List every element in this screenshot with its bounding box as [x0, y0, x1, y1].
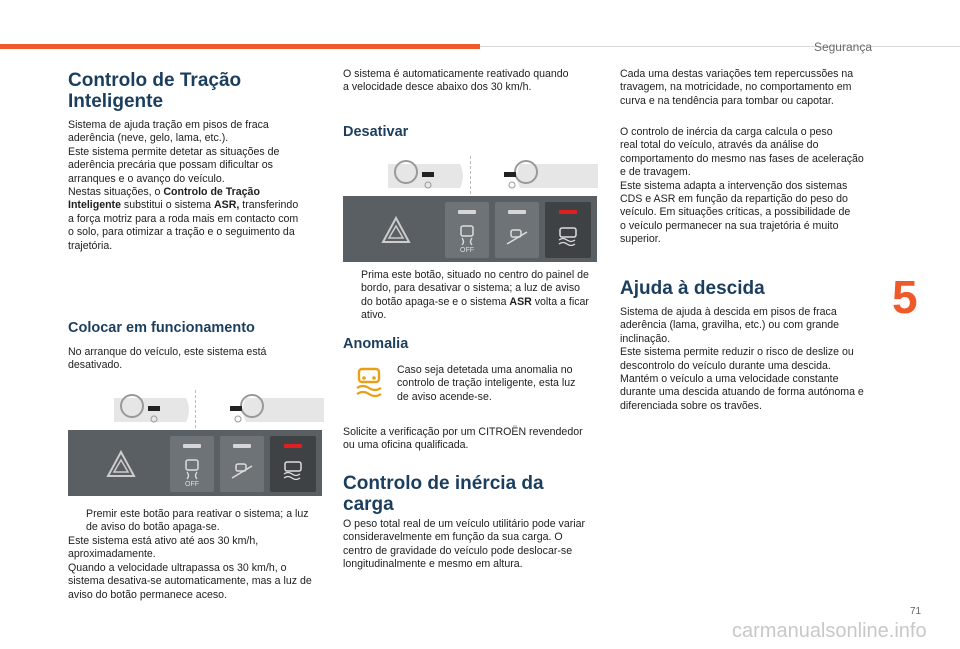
- text-line: inclinação.: [620, 332, 671, 345]
- text-line: O controlo de inércia da carga calcula o peso: [620, 126, 833, 138]
- text-line: de aviso do botão apaga-se.: [86, 521, 220, 534]
- text-line: O sistema é automaticamente reativado quando: [343, 68, 569, 80]
- indicator-led: [284, 444, 302, 448]
- text-line: a força motriz para a roda mais em contacto com: [68, 212, 299, 225]
- skid-icon: [182, 458, 202, 480]
- descent-title: Ajuda à descida: [620, 278, 765, 299]
- text-line: a velocidade desce abaixo dos 30 km/h.: [343, 81, 532, 94]
- text-line: Inteligente substitui o sistema ASR, transferindo: [68, 199, 299, 212]
- hazard-icon: [106, 450, 136, 478]
- text-line: veículo. Em situações críticas, a possibilidade de: [620, 206, 851, 219]
- deactivate-bullet: [343, 269, 605, 323]
- text-line: controlo de tração inteligente, esta luz: [397, 377, 576, 390]
- text-line: aviso do botão permanece aceso.: [68, 588, 228, 601]
- auto-reactivate-paragraph: [343, 68, 603, 95]
- text-line: Cada uma destas variações tem repercussões na: [620, 68, 854, 80]
- text-line: do botão apaga-se e o sistema ASR volta a ficar: [361, 295, 589, 308]
- text-line: Este sistema está ativo até aos 30 km/h,: [68, 535, 259, 547]
- text-line: Caso seja detetada uma anomalia no: [397, 364, 573, 376]
- variations-paragraph: [620, 68, 882, 108]
- chapter-number: 5: [892, 271, 918, 323]
- text-line: trajetória.: [68, 239, 113, 252]
- intro-paragraph: [68, 119, 328, 253]
- traction-control-button[interactable]: [270, 436, 316, 492]
- text-line: No arranque do veículo, este sistema está: [68, 346, 267, 358]
- off-label: OFF: [185, 481, 199, 488]
- indicator-led: [233, 444, 251, 448]
- text-line: comportamento do mesmo nas fases de aceleração: [620, 152, 864, 165]
- anomaly-paragraph: [397, 364, 602, 404]
- text-line: Premir este botão para reativar o sistema; a luz: [86, 508, 309, 520]
- text-line: bordo, para desativar o sistema; a luz de aviso: [361, 282, 581, 295]
- text-line: Mantém o veículo a uma velocidade constante: [620, 373, 839, 386]
- text-line: centro de gravidade do veículo pode deslocar-se: [343, 544, 573, 557]
- text-line: superior.: [620, 233, 661, 246]
- text-line: sistema desativa-se automaticamente, mas a luz de: [68, 575, 312, 588]
- text-line: desativado.: [68, 359, 123, 372]
- indicator-led: [508, 210, 526, 214]
- skid-icon: [457, 224, 477, 246]
- deactivate-title: Desativar: [343, 124, 409, 140]
- hazard-icon: [381, 216, 411, 244]
- header-rule: [480, 46, 960, 47]
- text-line: o veículo permanecer na sua trajetória é muito: [620, 219, 839, 232]
- divider-dash: [195, 390, 197, 428]
- traction-icon: [555, 226, 581, 246]
- text-line: consideravelmente em função da sua carga. O: [343, 531, 563, 544]
- text-line: Sistema de ajuda à descida em pisos de fraca: [620, 306, 837, 318]
- text-line: Quando a velocidade ultrapassa os 30 km/h, o: [68, 561, 287, 574]
- indicator-led: [458, 210, 476, 214]
- traction-warning-icon: [352, 366, 386, 400]
- hill-descent-icon: [230, 460, 254, 480]
- start-paragraph: [68, 346, 328, 373]
- page-number: 71: [910, 606, 922, 617]
- text-line: aderência precária que possam dificultar os: [68, 159, 273, 172]
- reactivate-bullet: [68, 508, 328, 535]
- text-line: arranques e o avanço do veículo.: [68, 172, 225, 185]
- title-line: Inteligente: [68, 91, 164, 112]
- hill-descent-icon: [505, 226, 529, 246]
- text-line: o solo, para otimizar a tração e o seguimento da: [68, 226, 295, 239]
- title-line: carga: [343, 494, 394, 515]
- esp-off-button[interactable]: [170, 436, 214, 492]
- title-line: Controlo de inércia da: [343, 473, 544, 494]
- text-line: Nestas situações, o Controlo de Tração: [68, 186, 260, 199]
- text-line: diferenciada sobre os travões.: [620, 399, 762, 412]
- text-line: O peso total real de um veículo utilitário pode variar: [343, 518, 586, 530]
- descent-button[interactable]: [220, 436, 264, 492]
- watermark: carmanualsonline.info: [732, 620, 927, 642]
- section-label: Segurança: [813, 40, 872, 54]
- text-line: travagem, na motricidade, no comportamento em: [620, 81, 852, 94]
- service-paragraph: [343, 426, 605, 453]
- text-line: Este sistema adapta a intervenção dos sistemas: [620, 179, 848, 192]
- divider-dash: [470, 156, 472, 194]
- off-label: OFF: [460, 247, 474, 254]
- text-line: ativo.: [361, 309, 387, 322]
- indicator-led: [183, 444, 201, 448]
- text-line: longitudinalmente e mesmo em altura.: [343, 558, 523, 571]
- traction-icon: [280, 460, 306, 480]
- control-panel-left: [68, 430, 322, 496]
- descent-button[interactable]: [495, 202, 539, 258]
- text-line: de aviso acende-se.: [397, 390, 492, 403]
- descent-paragraph: [620, 306, 882, 413]
- header-accent-bar: [0, 44, 480, 49]
- text-line: durante uma descida atuando de forma autónoma e: [620, 386, 864, 399]
- text-line: Solicite a verificação por um CITROËN revendedor: [343, 426, 583, 438]
- text-line: curva e na tendência para tombar ou capotar.: [620, 94, 834, 107]
- text-line: CDS e ASR em função da repartição do peso do: [620, 193, 848, 206]
- text-line: real total do veículo, através da análise do: [620, 139, 819, 152]
- text-line: aderência (neve, gelo, lama, etc.).: [68, 132, 229, 145]
- text-line: aproximadamente.: [68, 548, 156, 561]
- text-line: Prima este botão, situado no centro do painel de: [361, 269, 589, 281]
- load-inertia-title: [343, 473, 544, 515]
- text-line: Este sistema permite reduzir o risco de deslize ou: [620, 346, 854, 359]
- traction-control-button[interactable]: [545, 202, 591, 258]
- intelligent-traction-title: [68, 70, 241, 112]
- anomaly-title: Anomalia: [343, 336, 409, 352]
- control-panel-right: [343, 196, 597, 262]
- text-line: Sistema de ajuda tração em pisos de fraca: [68, 119, 269, 131]
- text-line: e de travagem.: [620, 166, 691, 179]
- text-line: ou uma oficina qualificada.: [343, 439, 469, 452]
- load-control-paragraph: [620, 126, 882, 247]
- inertia-paragraph: [343, 518, 607, 572]
- esp-off-button[interactable]: [445, 202, 489, 258]
- indicator-led: [559, 210, 577, 214]
- active-speed-paragraph: [68, 535, 328, 602]
- start-title: Colocar em funcionamento: [68, 320, 255, 336]
- text-line: descontrolo do veículo durante uma descida.: [620, 359, 831, 372]
- title-line: Controlo de Tração: [68, 70, 242, 91]
- text-line: aderência (lama, gravilha, etc.) ou com grande: [620, 319, 840, 332]
- text-line: Este sistema permite detetar as situações de: [68, 145, 280, 158]
